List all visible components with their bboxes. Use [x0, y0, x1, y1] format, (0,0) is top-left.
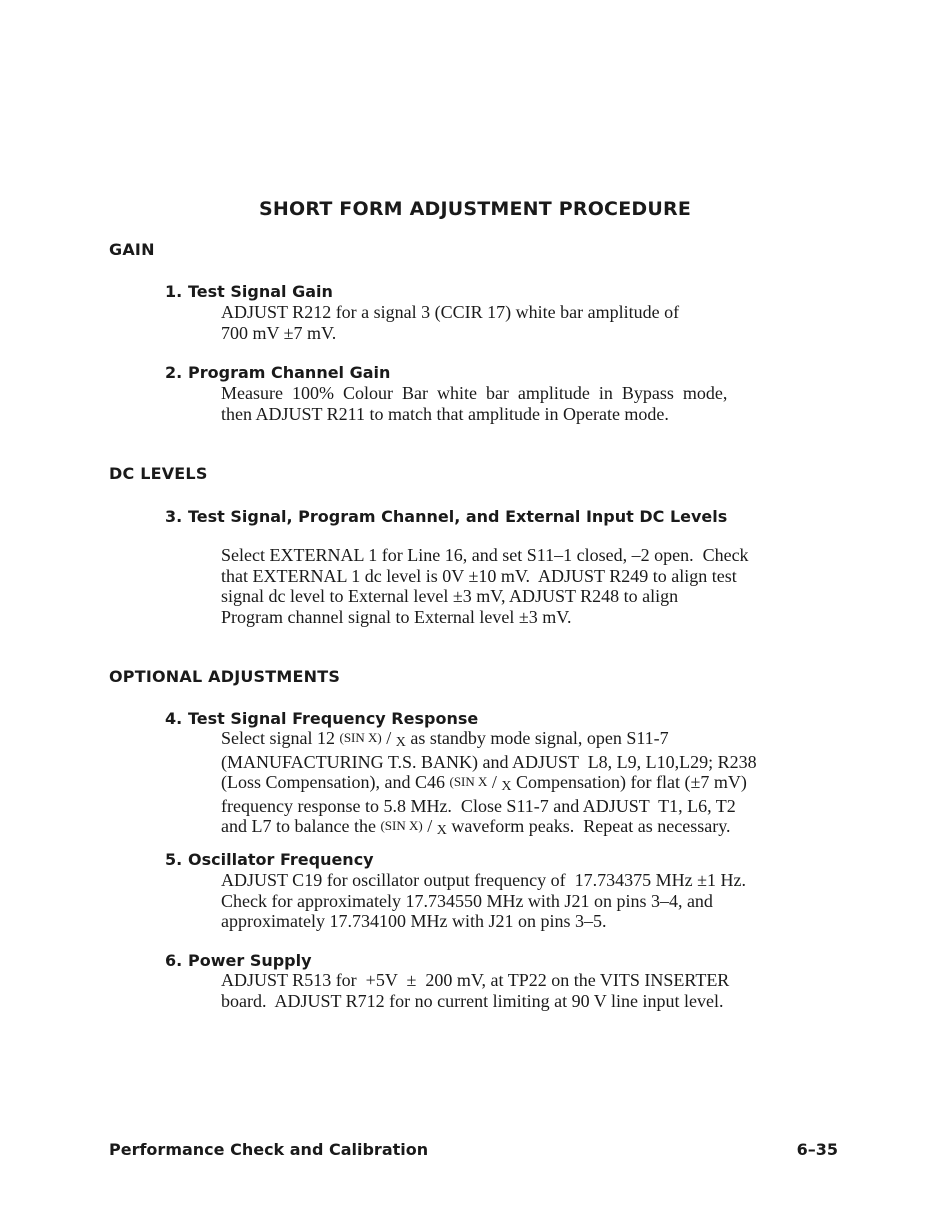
item-number: 4. [165, 709, 183, 728]
item-body-frequency-response [221, 728, 846, 840]
body-line: that EXTERNAL 1 dc level is 0V ±10 mV. ADJUST R249 to align test [221, 565, 737, 586]
body-line: 700 mV ±7 mV. [221, 322, 337, 343]
body-line: approximately 17.734100 MHz with J21 on pins 3–5. [221, 911, 607, 931]
body-line: then ADJUST R211 to match that amplitude in Operate mode. [221, 403, 669, 424]
text-run: waveform peaks. Repeat as necessary. [446, 816, 731, 836]
item-title: Test Signal Gain [188, 282, 333, 301]
text-run: and L7 to balance the [221, 816, 381, 836]
item-number: 1. [165, 282, 183, 301]
x-denominator: X [501, 779, 512, 794]
item-body-test-signal-gain [221, 302, 846, 343]
item-number: 6. [165, 951, 183, 970]
body-line: Program channel signal to External level ±3 mV. [221, 606, 572, 627]
text-run: / [487, 772, 502, 792]
item-body-power-supply [221, 970, 846, 1011]
body-line [221, 728, 846, 752]
body-line [221, 816, 846, 840]
body-line [221, 772, 846, 796]
footer-page-number: 6–35 [796, 1140, 838, 1159]
text-run: / [422, 816, 437, 836]
body-line: Check for approximately 17.734550 MHz with J21 on pins 3–4, and [221, 890, 713, 911]
text-run: Select signal 12 [221, 728, 340, 748]
body-line: Measure 100% Colour Bar white bar amplitude in Bypass mode, [221, 383, 728, 403]
item-number: 3. [165, 507, 183, 526]
page-title: SHORT FORM ADJUSTMENT PROCEDURE [259, 198, 691, 220]
sin-x-fraction: (SIN X) [339, 730, 382, 745]
item-heading-oscillator-frequency [165, 850, 374, 869]
item-heading-dc-levels [165, 507, 727, 526]
sin-x-fraction: (SIN X) [380, 818, 423, 833]
body-line: frequency response to 5.8 MHz. Close S11-7 and ADJUST T1, L6, T2 [221, 795, 736, 816]
item-title: Test Signal, Program Channel, and External Input DC Levels [188, 507, 728, 526]
item-heading-frequency-response [165, 709, 478, 728]
item-number: 2. [165, 363, 183, 382]
sin-x-fraction: (SIN X [449, 774, 488, 789]
section-heading-optional-adjustments: OPTIONAL ADJUSTMENTS [109, 667, 341, 686]
body-line: Select EXTERNAL 1 for Line 16, and set S11–1 closed, –2 open. Check [221, 545, 749, 565]
text-run: (Loss Compensation), and C46 [221, 772, 450, 792]
item-title: Power Supply [188, 951, 312, 970]
footer-chapter-title: Performance Check and Calibration [109, 1140, 429, 1159]
body-line: ADJUST C19 for oscillator output frequency of 17.734375 MHz ±1 Hz. [221, 870, 746, 890]
section-heading-dc-levels: DC LEVELS [109, 464, 208, 483]
item-title: Program Channel Gain [188, 363, 391, 382]
item-title: Test Signal Frequency Response [188, 709, 479, 728]
x-denominator: X [436, 823, 447, 838]
item-body-program-channel-gain [221, 383, 846, 424]
item-body-dc-levels [221, 545, 846, 627]
item-body-oscillator-frequency [221, 870, 846, 932]
item-heading-test-signal-gain [165, 282, 333, 301]
body-line: ADJUST R212 for a signal 3 (CCIR 17) white bar amplitude of [221, 302, 680, 322]
section-heading-gain: GAIN [109, 240, 155, 259]
body-line: board. ADJUST R712 for no current limiting at 90 V line input level. [221, 990, 724, 1011]
body-line: signal dc level to External level ±3 mV, ADJUST R248 to align [221, 586, 679, 606]
x-denominator: X [395, 735, 406, 750]
body-line: ADJUST R513 for +5V ± 200 mV, at TP22 on the VITS INSERTER [221, 970, 730, 990]
item-heading-program-channel-gain [165, 363, 390, 382]
text-run: as standby mode signal, open S11-7 [405, 728, 669, 748]
body-line: (MANUFACTURING T.S. BANK) and ADJUST L8, L9, L10,L29; R238 [221, 751, 757, 772]
item-number: 5. [165, 850, 183, 869]
item-title: Oscillator Frequency [188, 850, 374, 869]
text-run: / [381, 728, 396, 748]
text-run: Compensation) for flat (±7 mV) [511, 772, 747, 792]
item-heading-power-supply [165, 951, 312, 970]
